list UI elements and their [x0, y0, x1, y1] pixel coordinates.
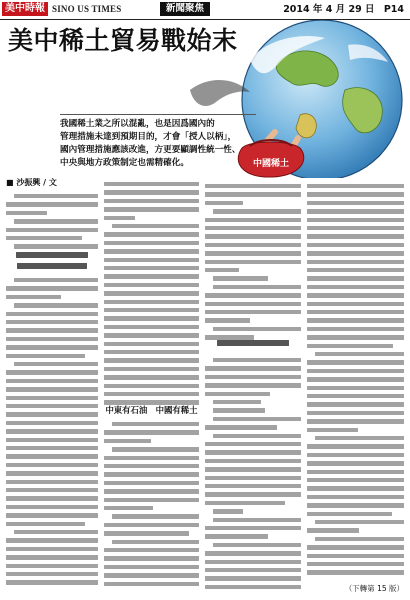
body-text-line: [104, 456, 199, 460]
body-text-line: [6, 396, 98, 400]
body-text-line: [6, 412, 98, 416]
body-text-line: [205, 192, 301, 196]
body-text-line: [307, 310, 404, 314]
subhead-middle: 中東有石油 中國有稀土: [105, 405, 198, 415]
body-text-line: [104, 232, 199, 236]
body-text-line: [104, 325, 199, 329]
newspaper-name-cn: 美中時報: [2, 2, 48, 16]
body-text-line: [205, 576, 301, 580]
body-text-line: [205, 251, 301, 255]
body-text-line: [205, 467, 301, 471]
body-text-line: [6, 387, 98, 391]
body-text-line: [307, 260, 404, 264]
body-text-line: [6, 370, 98, 374]
body-text-line: [6, 354, 85, 358]
body-text-line: [14, 278, 98, 282]
body-text-line: [6, 446, 98, 450]
body-text-line: [315, 520, 404, 524]
body-text-line: [213, 400, 261, 404]
body-text-line: [104, 498, 199, 502]
body-text-line: [104, 241, 199, 245]
body-text-line: [307, 453, 404, 457]
body-text-line: [6, 580, 98, 584]
body-text-line: [307, 528, 359, 532]
body-text-line: [6, 488, 98, 492]
body-text-line: [104, 316, 199, 320]
body-text-line: [213, 358, 301, 362]
body-text-line: [307, 318, 404, 322]
body-text-line: [205, 302, 301, 306]
article-deck: [60, 114, 256, 170]
body-text-line: [6, 496, 98, 500]
body-text-line: [6, 547, 98, 551]
body-text-line: [6, 295, 61, 299]
body-text-line: [307, 377, 404, 381]
body-text-line: [205, 335, 254, 339]
newspaper-name-en: SINO US TIMES: [52, 4, 122, 14]
body-text-line: [104, 190, 199, 194]
body-text-line: [104, 556, 199, 560]
deck-line: 中央與地方政策制定也需精確化。: [60, 158, 189, 168]
body-text-line: [307, 268, 404, 272]
body-text-line: [104, 384, 199, 388]
body-text-line: [104, 531, 189, 535]
body-text-line: [112, 447, 199, 451]
body-text-line: [307, 478, 404, 482]
body-text-line: [6, 454, 98, 458]
body-text-line: [205, 375, 301, 379]
body-text-line: [112, 514, 199, 518]
body-text-line: [315, 352, 404, 356]
body-text-line: [205, 366, 301, 370]
body-text-line: [307, 302, 404, 306]
body-text-line: [104, 182, 199, 186]
body-text-line: [205, 501, 285, 505]
body-text-line: [307, 201, 404, 205]
section-label: 新聞聚焦: [160, 2, 210, 16]
body-text-line: [6, 337, 98, 341]
body-text-line: [6, 538, 98, 542]
body-text-line: [104, 548, 199, 552]
sack-label: 中國稀土: [252, 159, 290, 169]
body-text-line: [205, 534, 268, 538]
body-text-line: [307, 386, 404, 390]
body-text-line: [307, 285, 404, 289]
body-text-line: [205, 476, 301, 480]
body-text-line: [14, 194, 98, 198]
body-text-line: [307, 243, 404, 247]
continuation-note: （下轉第 15 版）: [344, 584, 404, 593]
body-text-line: [213, 209, 301, 213]
body-text-line: [205, 293, 301, 297]
issue-date: 2014 年 4 月 29 日: [283, 4, 375, 15]
body-text-line: [104, 489, 199, 493]
body-text-line: [104, 358, 199, 362]
body-text-line: [6, 480, 98, 484]
body-text-line: [307, 444, 404, 448]
body-text-line: [307, 192, 404, 196]
page-number: P14: [383, 4, 404, 15]
body-text-line: [307, 512, 392, 516]
body-text-line: [307, 344, 393, 348]
body-text-line: [213, 434, 301, 438]
masthead: [0, 0, 410, 20]
body-text-line: [6, 564, 98, 568]
body-text-line: [6, 555, 98, 559]
body-text-line: [104, 342, 199, 346]
body-text-line: [307, 276, 404, 280]
body-text-line: [205, 234, 301, 238]
body-text-line: [104, 207, 199, 211]
body-text-line: [205, 201, 243, 205]
body-text-line: [6, 202, 98, 206]
body-text-line: [6, 463, 98, 467]
body-text-line: [104, 523, 199, 527]
body-text-line: [6, 320, 98, 324]
body-text-line: [104, 392, 199, 396]
body-text-line: [205, 484, 301, 488]
body-text-line: [307, 402, 404, 406]
body-text-line: [6, 421, 98, 425]
body-text-line: [6, 328, 98, 332]
body-text-line: [104, 367, 199, 371]
swirl-shape: [190, 80, 250, 106]
body-text-line: [14, 362, 98, 366]
body-text-line: [205, 392, 270, 396]
body-text-line: [6, 211, 47, 215]
body-text-line: [205, 268, 239, 272]
body-text-line: [213, 285, 301, 289]
body-text-line: [14, 244, 98, 248]
body-text-line: [307, 562, 404, 566]
body-text-line: [205, 585, 301, 589]
body-text-line: [307, 251, 404, 255]
body-text-line: [205, 226, 301, 230]
body-text-line: [213, 543, 301, 547]
body-text-line: [307, 411, 404, 415]
body-text-line: [315, 537, 404, 541]
body-text-line: [104, 350, 199, 354]
body-text-line: [213, 276, 268, 280]
body-text-line: [6, 471, 98, 475]
body-text-line: [307, 394, 404, 398]
body-text-line: [104, 291, 199, 295]
body-text-line: [205, 184, 301, 188]
body-text-line: [307, 293, 404, 297]
body-text-line: [6, 513, 98, 517]
body-text-line: [112, 422, 199, 426]
body-text-line: [307, 428, 358, 432]
body-text-line: [6, 286, 98, 290]
body-text-line: [104, 430, 199, 434]
body-text-line: [6, 312, 98, 316]
body-text-line: [6, 228, 98, 232]
body-text-line: [104, 258, 199, 262]
body-text-line: [112, 224, 199, 228]
continent-shape: [296, 114, 316, 138]
body-text-line: [104, 464, 199, 468]
body-text-line: [104, 249, 199, 253]
deck-line: 管理措施未達到預期目的，才會「授人以柄」，: [60, 132, 237, 142]
body-text-line: [205, 318, 250, 322]
body-text-line: [14, 530, 98, 534]
body-text-line: [307, 486, 404, 490]
body-text-line: [104, 300, 199, 304]
body-text-line: [213, 408, 265, 412]
body-text-line: [307, 419, 404, 423]
body-text-line: [307, 209, 404, 213]
body-text-line: [315, 436, 404, 440]
deck-line: 我國稀土業之所以混亂，也是因爲國內的: [60, 119, 215, 129]
body-text-line: [307, 545, 404, 549]
body-text-line: [307, 360, 404, 364]
body-text-line: [307, 570, 404, 574]
body-text-line: [104, 439, 151, 443]
body-text-line: [6, 572, 98, 576]
body-text-line: [6, 379, 98, 383]
body-text-line: [104, 333, 199, 337]
body-text-line: [213, 417, 301, 421]
body-text-line: [14, 303, 98, 307]
body-text-line: [104, 199, 199, 203]
body-text-line: [307, 461, 404, 465]
body-text-line: [104, 481, 199, 485]
subhead-text-line: [217, 340, 289, 346]
body-text-line: [104, 506, 153, 510]
body-text-line: [6, 236, 82, 240]
body-text-line: [104, 582, 199, 586]
body-text-line: [104, 266, 199, 270]
body-text-line: [205, 442, 301, 446]
body-text-line: [6, 522, 85, 526]
body-text-line: [307, 184, 404, 188]
body-text-line: [205, 526, 301, 530]
body-text-line: [205, 243, 301, 247]
deck-line: 國內管理措施應該改進，方更要顯調性統一性、: [60, 145, 241, 155]
body-text-line: [307, 495, 404, 499]
body-text-line: [104, 565, 199, 569]
body-text-line: [6, 505, 98, 509]
body-text-line: [205, 551, 301, 555]
body-text-line: [307, 218, 404, 222]
body-text-line: [205, 218, 301, 222]
subhead-text-line: [16, 252, 88, 258]
body-text-line: [205, 425, 277, 429]
body-text-line: [307, 554, 404, 558]
body-text-line: [6, 429, 98, 433]
body-text-line: [307, 503, 404, 507]
body-text-line: [213, 518, 301, 522]
body-text-line: [104, 274, 199, 278]
body-text-line: [205, 459, 301, 463]
body-text-line: [307, 369, 404, 373]
byline: ■ 沙振興 / 文: [6, 178, 57, 187]
body-text-line: [104, 573, 199, 577]
body-text-line: [112, 540, 199, 544]
body-text-line: [213, 509, 243, 513]
body-text-line: [104, 375, 199, 379]
dateline: [283, 3, 404, 16]
body-text-line: [104, 216, 135, 220]
body-text-line: [307, 470, 404, 474]
body-text-line: [6, 345, 98, 349]
body-text-line: [307, 226, 404, 230]
body-text-line: [205, 568, 301, 572]
body-text-line: [307, 335, 404, 339]
body-text-line: [104, 308, 199, 312]
body-text-line: [307, 327, 404, 331]
body-text-line: [205, 492, 301, 496]
headline: 美中稀土貿易戰始末: [8, 26, 238, 55]
subhead-text-line: [17, 263, 87, 269]
body-text-line: [205, 260, 301, 264]
body-text-line: [205, 560, 301, 564]
body-text-line: [205, 310, 301, 314]
body-text-line: [104, 283, 199, 287]
body-text-line: [205, 383, 301, 387]
body-text-line: [6, 404, 98, 408]
body-text-line: [104, 472, 199, 476]
body-text-line: [213, 327, 301, 331]
body-text-line: [6, 438, 98, 442]
body-text-line: [14, 219, 98, 223]
body-text-line: [205, 450, 301, 454]
body-text-line: [307, 234, 404, 238]
